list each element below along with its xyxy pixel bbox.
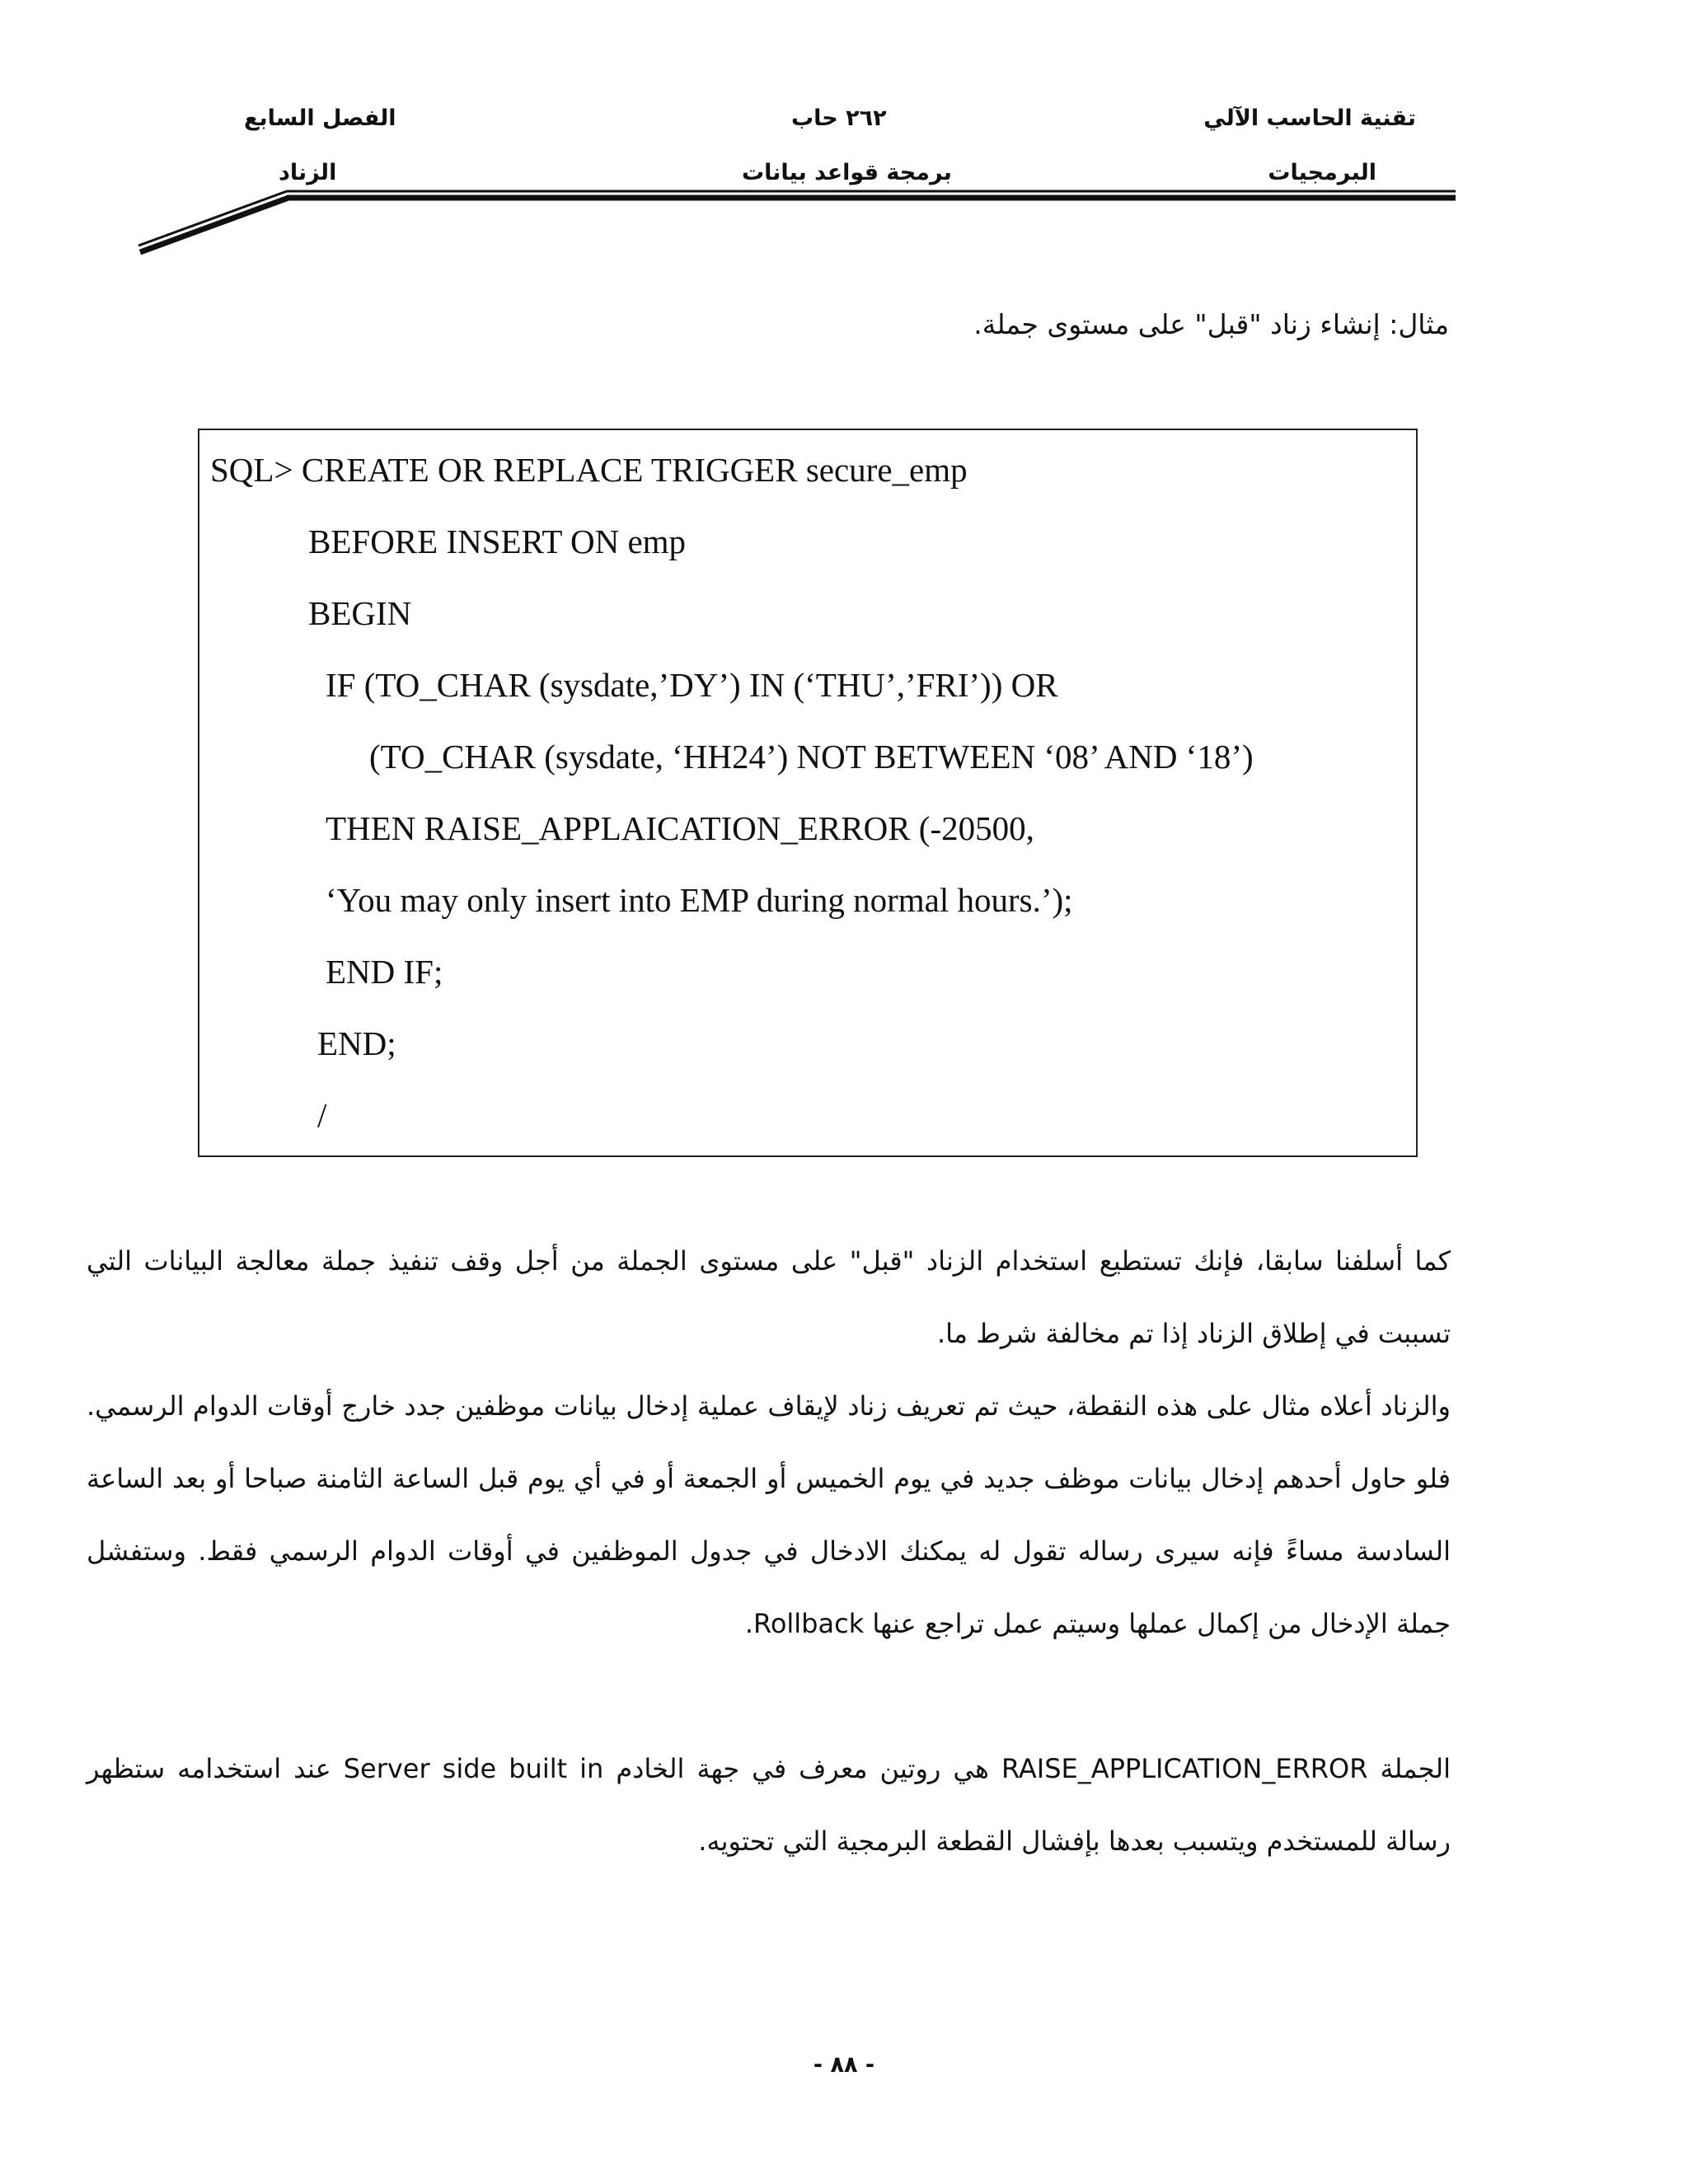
paragraph-intro: كما أسلفنا سابقا، فإنك تستطيع استخدام الزناد "قبل" على مستوى الجملة من أجل وقف تنفيذ جملة معالجة البيانات التي تسببت في إطلاق الزناد إذا تم مخالفة شرط ما. (87, 1245, 1451, 1349)
code-line: BEGIN (308, 594, 412, 632)
header-course-code: ٢٦٢ حاب (791, 105, 887, 131)
code-line: (TO_CHAR (sysdate, ‘HH24’) NOT BETWEEN ‘08’ AND ‘18’) (369, 738, 1254, 776)
header-institution: تقنية الحاسب الآلي (1203, 105, 1416, 131)
code-line: END IF; (326, 953, 443, 991)
paragraph-explanation: والزناد أعلاه مثال على هذه النقطة، حيث تم تعريف زناد لإيقاف عملية إدخال بيانات موظفين جدد خارج أوقات الدوام الرسمي. فلو حاول أحدهم إدخال بيانات موظف جديد في يوم الخميس أو الجمعة أو في أي يوم قبل الساعة الثامنة صباحا أو بعد الساعة السادسة مساءً فإنه سيرى رساله تقول له يمكنك الادخال في جدول الموظفين في أوقات الدوام الرسمي فقط. وستفشل جملة الإدخال من إكمال عملها وسيتم عمل تراجع عنها Rollback. (87, 1390, 1451, 1639)
example-caption: مثال: إنشاء زناد "قبل" على مستوى جملة. (973, 308, 1449, 340)
code-line: END; (317, 1024, 396, 1062)
header-chapter-title: الزناد (279, 160, 337, 185)
code-line: THEN RAISE_APPLAICATION_ERROR (-20500, (326, 809, 1034, 847)
code-line: ‘You may only insert into EMP during normal hours.’); (326, 881, 1073, 919)
page-number: - ٨٨ - (813, 2052, 875, 2078)
code-line: IF (TO_CHAR (sysdate,’DY’) IN (‘THU’,’FRI’)) OR (326, 666, 1058, 704)
code-line: SQL> CREATE OR REPLACE TRIGGER secure_emp (210, 451, 968, 489)
code-line: BEFORE INSERT ON emp (308, 523, 687, 560)
header-department: البرمجيات (1268, 160, 1376, 185)
header-rule (0, 0, 1688, 272)
code-line: / (317, 1096, 327, 1134)
paragraph-raise-error: الجملة RAISE_APPLICATION_ERROR هي روتين معرف في جهة الخادم Server side built in عند استخدامه ستظهر رسالة للمستخدم ويتسبب بعدها بإفشال القطعة البرمجية التي تحتويه. (87, 1753, 1451, 1857)
header-chapter: الفصل السابع (244, 105, 396, 131)
header-course-name: برمجة قواعد بيانات (742, 160, 952, 185)
